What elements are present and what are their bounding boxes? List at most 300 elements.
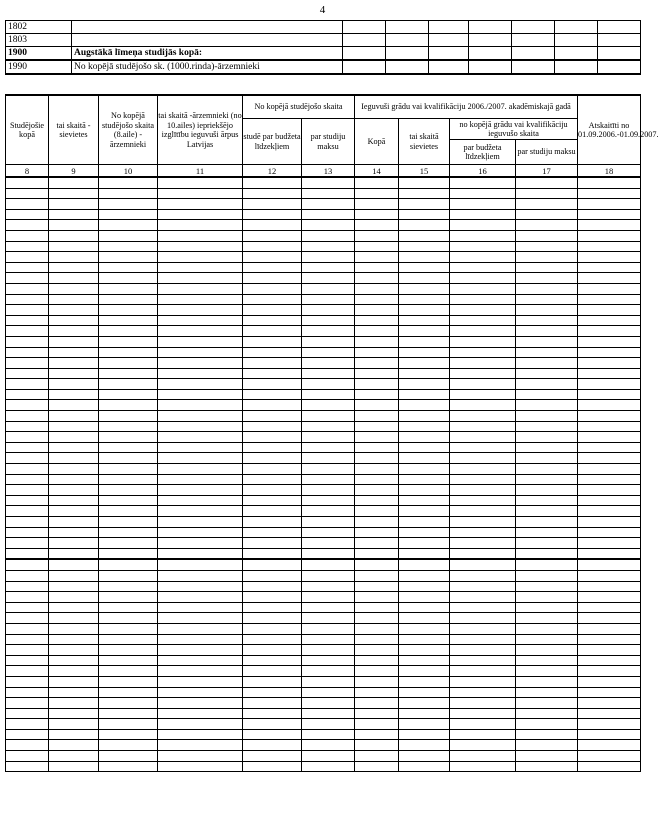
empty-cell[interactable]: [243, 506, 302, 517]
empty-cell[interactable]: [399, 400, 450, 411]
empty-cell[interactable]: [399, 283, 450, 294]
empty-cell[interactable]: [99, 389, 158, 400]
empty-cell[interactable]: [302, 708, 355, 719]
empty-cell[interactable]: [302, 400, 355, 411]
empty-cell[interactable]: [450, 559, 516, 570]
empty-cell[interactable]: [158, 613, 243, 624]
empty-cell[interactable]: [6, 570, 49, 581]
empty-cell[interactable]: [578, 761, 641, 772]
empty-cell[interactable]: [99, 464, 158, 475]
empty-cell[interactable]: [99, 474, 158, 485]
empty-cell[interactable]: [49, 751, 99, 762]
empty-cell[interactable]: [450, 453, 516, 464]
empty-cell[interactable]: [99, 199, 158, 210]
empty-cell[interactable]: [450, 230, 516, 241]
empty-cell[interactable]: [578, 559, 641, 570]
empty-cell[interactable]: [99, 655, 158, 666]
empty-cell[interactable]: [302, 698, 355, 709]
empty-cell[interactable]: [516, 506, 578, 517]
empty-cell[interactable]: [578, 485, 641, 496]
empty-cell[interactable]: [99, 432, 158, 443]
empty-cell[interactable]: [450, 517, 516, 528]
empty-cell[interactable]: [49, 548, 99, 559]
empty-cell[interactable]: [516, 262, 578, 273]
empty-cell[interactable]: [578, 527, 641, 538]
empty-cell[interactable]: [49, 645, 99, 656]
empty-cell[interactable]: [302, 283, 355, 294]
empty-cell[interactable]: [158, 495, 243, 506]
empty-cell[interactable]: [243, 177, 302, 188]
empty-cell[interactable]: [355, 368, 399, 379]
empty-cell[interactable]: [450, 220, 516, 231]
empty-cell[interactable]: [450, 252, 516, 263]
empty-cell[interactable]: [158, 421, 243, 432]
empty-cell[interactable]: [578, 613, 641, 624]
empty-cell[interactable]: [450, 495, 516, 506]
empty-cell[interactable]: [450, 209, 516, 220]
empty-cell[interactable]: [158, 761, 243, 772]
empty-cell[interactable]: [516, 421, 578, 432]
empty-cell[interactable]: [578, 570, 641, 581]
empty-cell[interactable]: [302, 506, 355, 517]
empty-cell[interactable]: [49, 389, 99, 400]
empty-cell[interactable]: [99, 294, 158, 305]
empty-cell[interactable]: [158, 527, 243, 538]
empty-cell[interactable]: [99, 262, 158, 273]
empty-cell[interactable]: [302, 634, 355, 645]
empty-cell[interactable]: [302, 336, 355, 347]
empty-cell[interactable]: [6, 453, 49, 464]
empty-cell[interactable]: [99, 188, 158, 199]
empty-cell[interactable]: [6, 347, 49, 358]
empty-cell[interactable]: [243, 623, 302, 634]
empty-cell[interactable]: [578, 623, 641, 634]
empty-cell[interactable]: [450, 623, 516, 634]
empty-cell[interactable]: [450, 326, 516, 337]
empty-cell[interactable]: [578, 581, 641, 592]
empty-cell[interactable]: [49, 613, 99, 624]
empty-cell[interactable]: [399, 485, 450, 496]
empty-cell[interactable]: [243, 368, 302, 379]
empty-cell[interactable]: [49, 676, 99, 687]
empty-cell[interactable]: [399, 389, 450, 400]
empty-cell[interactable]: [99, 411, 158, 422]
empty-cell[interactable]: [243, 262, 302, 273]
empty-cell[interactable]: [399, 666, 450, 677]
empty-cell[interactable]: [243, 613, 302, 624]
empty-cell[interactable]: [516, 613, 578, 624]
empty-cell[interactable]: [516, 538, 578, 549]
empty-cell[interactable]: [6, 740, 49, 751]
empty-cell[interactable]: [243, 559, 302, 570]
empty-cell[interactable]: [158, 209, 243, 220]
empty-cell[interactable]: [355, 220, 399, 231]
empty-cell[interactable]: [578, 230, 641, 241]
empty-cell[interactable]: [399, 719, 450, 730]
empty-cell[interactable]: [302, 411, 355, 422]
empty-cell[interactable]: [99, 740, 158, 751]
empty-cell[interactable]: [302, 241, 355, 252]
empty-cell[interactable]: [99, 358, 158, 369]
empty-cell[interactable]: [99, 400, 158, 411]
empty-cell[interactable]: [516, 517, 578, 528]
empty-cell[interactable]: [243, 305, 302, 316]
empty-cell[interactable]: [243, 666, 302, 677]
empty-cell[interactable]: [355, 548, 399, 559]
empty-cell[interactable]: [578, 273, 641, 284]
empty-cell[interactable]: [6, 485, 49, 496]
empty-cell[interactable]: [516, 209, 578, 220]
empty-cell[interactable]: [355, 379, 399, 390]
empty-cell[interactable]: [99, 623, 158, 634]
empty-cell[interactable]: [158, 548, 243, 559]
empty-cell[interactable]: [578, 389, 641, 400]
empty-cell[interactable]: [450, 379, 516, 390]
empty-cell[interactable]: [399, 453, 450, 464]
empty-cell[interactable]: [99, 368, 158, 379]
empty-cell[interactable]: [516, 400, 578, 411]
empty-cell[interactable]: [516, 581, 578, 592]
empty-cell[interactable]: [158, 389, 243, 400]
empty-cell[interactable]: [302, 527, 355, 538]
empty-cell[interactable]: [578, 368, 641, 379]
empty-cell[interactable]: [158, 442, 243, 453]
empty-cell[interactable]: [355, 698, 399, 709]
empty-cell[interactable]: [158, 655, 243, 666]
empty-cell[interactable]: [243, 548, 302, 559]
empty-cell[interactable]: [243, 389, 302, 400]
empty-cell[interactable]: [158, 241, 243, 252]
empty-cell[interactable]: [578, 347, 641, 358]
empty-cell[interactable]: [49, 336, 99, 347]
empty-cell[interactable]: [6, 495, 49, 506]
empty-cell[interactable]: [243, 464, 302, 475]
empty-cell[interactable]: [516, 708, 578, 719]
empty-cell[interactable]: [578, 729, 641, 740]
empty-cell[interactable]: [516, 485, 578, 496]
empty-cell[interactable]: [450, 421, 516, 432]
empty-cell[interactable]: [49, 273, 99, 284]
empty-cell[interactable]: [450, 400, 516, 411]
empty-cell[interactable]: [6, 294, 49, 305]
empty-cell[interactable]: [6, 623, 49, 634]
empty-cell[interactable]: [399, 220, 450, 231]
empty-cell[interactable]: [243, 687, 302, 698]
empty-cell[interactable]: [516, 751, 578, 762]
empty-cell[interactable]: [99, 347, 158, 358]
empty-cell[interactable]: [399, 273, 450, 284]
empty-cell[interactable]: [49, 400, 99, 411]
empty-cell[interactable]: [6, 751, 49, 762]
empty-cell[interactable]: [6, 273, 49, 284]
empty-cell[interactable]: [578, 698, 641, 709]
empty-cell[interactable]: [399, 464, 450, 475]
empty-cell[interactable]: [158, 453, 243, 464]
empty-cell[interactable]: [158, 740, 243, 751]
empty-cell[interactable]: [6, 389, 49, 400]
empty-cell[interactable]: [450, 485, 516, 496]
empty-cell[interactable]: [6, 188, 49, 199]
empty-cell[interactable]: [516, 687, 578, 698]
empty-cell[interactable]: [6, 400, 49, 411]
empty-cell[interactable]: [158, 464, 243, 475]
empty-cell[interactable]: [49, 655, 99, 666]
empty-cell[interactable]: [158, 623, 243, 634]
empty-cell[interactable]: [243, 751, 302, 762]
empty-cell[interactable]: [516, 655, 578, 666]
empty-cell[interactable]: [355, 411, 399, 422]
empty-cell[interactable]: [399, 188, 450, 199]
empty-cell[interactable]: [450, 464, 516, 475]
empty-cell[interactable]: [578, 315, 641, 326]
empty-cell[interactable]: [355, 347, 399, 358]
empty-cell[interactable]: [302, 623, 355, 634]
empty-cell[interactable]: [6, 719, 49, 730]
empty-cell[interactable]: [450, 602, 516, 613]
empty-cell[interactable]: [49, 527, 99, 538]
empty-cell[interactable]: [6, 442, 49, 453]
empty-cell[interactable]: [399, 613, 450, 624]
empty-cell[interactable]: [450, 751, 516, 762]
empty-cell[interactable]: [302, 751, 355, 762]
empty-cell[interactable]: [355, 273, 399, 284]
empty-cell[interactable]: [158, 358, 243, 369]
empty-cell[interactable]: [399, 411, 450, 422]
empty-cell[interactable]: [99, 761, 158, 772]
empty-cell[interactable]: [243, 729, 302, 740]
empty-cell[interactable]: [49, 581, 99, 592]
empty-cell[interactable]: [6, 326, 49, 337]
empty-cell[interactable]: [6, 655, 49, 666]
empty-cell[interactable]: [302, 613, 355, 624]
empty-cell[interactable]: [450, 199, 516, 210]
empty-cell[interactable]: [158, 336, 243, 347]
empty-cell[interactable]: [578, 432, 641, 443]
empty-cell[interactable]: [49, 442, 99, 453]
empty-cell[interactable]: [578, 442, 641, 453]
empty-cell[interactable]: [302, 676, 355, 687]
empty-cell[interactable]: [399, 602, 450, 613]
empty-cell[interactable]: [243, 294, 302, 305]
empty-cell[interactable]: [243, 485, 302, 496]
empty-cell[interactable]: [450, 655, 516, 666]
empty-cell[interactable]: [302, 464, 355, 475]
empty-cell[interactable]: [399, 655, 450, 666]
empty-cell[interactable]: [302, 326, 355, 337]
empty-cell[interactable]: [578, 495, 641, 506]
empty-cell[interactable]: [355, 506, 399, 517]
empty-cell[interactable]: [399, 442, 450, 453]
empty-cell[interactable]: [243, 634, 302, 645]
empty-cell[interactable]: [6, 421, 49, 432]
empty-cell[interactable]: [399, 209, 450, 220]
empty-cell[interactable]: [158, 751, 243, 762]
empty-cell[interactable]: [516, 623, 578, 634]
empty-cell[interactable]: [243, 400, 302, 411]
empty-cell[interactable]: [450, 411, 516, 422]
empty-cell[interactable]: [516, 273, 578, 284]
empty-cell[interactable]: [302, 347, 355, 358]
empty-cell[interactable]: [243, 283, 302, 294]
empty-cell[interactable]: [516, 761, 578, 772]
empty-cell[interactable]: [6, 676, 49, 687]
empty-cell[interactable]: [6, 613, 49, 624]
empty-cell[interactable]: [578, 602, 641, 613]
empty-cell[interactable]: [399, 581, 450, 592]
empty-cell[interactable]: [450, 719, 516, 730]
empty-cell[interactable]: [6, 592, 49, 603]
empty-cell[interactable]: [302, 368, 355, 379]
empty-cell[interactable]: [355, 666, 399, 677]
empty-cell[interactable]: [578, 453, 641, 464]
empty-cell[interactable]: [243, 581, 302, 592]
empty-cell[interactable]: [302, 188, 355, 199]
empty-cell[interactable]: [355, 602, 399, 613]
empty-cell[interactable]: [302, 538, 355, 549]
empty-cell[interactable]: [6, 230, 49, 241]
empty-cell[interactable]: [158, 220, 243, 231]
empty-cell[interactable]: [578, 411, 641, 422]
empty-cell[interactable]: [49, 602, 99, 613]
empty-cell[interactable]: [6, 209, 49, 220]
empty-cell[interactable]: [399, 379, 450, 390]
empty-cell[interactable]: [6, 517, 49, 528]
empty-cell[interactable]: [49, 358, 99, 369]
empty-cell[interactable]: [158, 592, 243, 603]
empty-cell[interactable]: [355, 655, 399, 666]
empty-cell[interactable]: [158, 400, 243, 411]
empty-cell[interactable]: [355, 358, 399, 369]
empty-cell[interactable]: [516, 432, 578, 443]
empty-cell[interactable]: [49, 177, 99, 188]
empty-cell[interactable]: [302, 645, 355, 656]
empty-cell[interactable]: [302, 305, 355, 316]
empty-cell[interactable]: [516, 495, 578, 506]
empty-cell[interactable]: [243, 495, 302, 506]
empty-cell[interactable]: [99, 177, 158, 188]
empty-cell[interactable]: [399, 623, 450, 634]
empty-cell[interactable]: [399, 751, 450, 762]
empty-cell[interactable]: [399, 177, 450, 188]
empty-cell[interactable]: [99, 676, 158, 687]
empty-cell[interactable]: [516, 358, 578, 369]
empty-cell[interactable]: [49, 315, 99, 326]
empty-cell[interactable]: [158, 326, 243, 337]
empty-cell[interactable]: [99, 687, 158, 698]
empty-cell[interactable]: [578, 676, 641, 687]
empty-cell[interactable]: [99, 698, 158, 709]
empty-cell[interactable]: [158, 305, 243, 316]
empty-cell[interactable]: [158, 687, 243, 698]
empty-cell[interactable]: [49, 241, 99, 252]
empty-cell[interactable]: [243, 592, 302, 603]
empty-cell[interactable]: [6, 548, 49, 559]
empty-cell[interactable]: [450, 368, 516, 379]
empty-cell[interactable]: [243, 273, 302, 284]
empty-cell[interactable]: [158, 347, 243, 358]
empty-cell[interactable]: [243, 326, 302, 337]
empty-cell[interactable]: [355, 708, 399, 719]
empty-cell[interactable]: [450, 273, 516, 284]
empty-cell[interactable]: [399, 305, 450, 316]
empty-cell[interactable]: [302, 230, 355, 241]
empty-cell[interactable]: [450, 581, 516, 592]
empty-cell[interactable]: [516, 719, 578, 730]
empty-cell[interactable]: [355, 442, 399, 453]
empty-cell[interactable]: [399, 527, 450, 538]
empty-cell[interactable]: [578, 506, 641, 517]
empty-cell[interactable]: [355, 485, 399, 496]
empty-cell[interactable]: [243, 241, 302, 252]
empty-cell[interactable]: [99, 442, 158, 453]
empty-cell[interactable]: [578, 634, 641, 645]
empty-cell[interactable]: [355, 729, 399, 740]
empty-cell[interactable]: [99, 283, 158, 294]
empty-cell[interactable]: [355, 687, 399, 698]
empty-cell[interactable]: [158, 379, 243, 390]
empty-cell[interactable]: [302, 453, 355, 464]
empty-cell[interactable]: [243, 209, 302, 220]
empty-cell[interactable]: [578, 283, 641, 294]
empty-cell[interactable]: [399, 241, 450, 252]
empty-cell[interactable]: [578, 687, 641, 698]
empty-cell[interactable]: [6, 464, 49, 475]
empty-cell[interactable]: [355, 421, 399, 432]
empty-cell[interactable]: [302, 559, 355, 570]
empty-cell[interactable]: [355, 634, 399, 645]
empty-cell[interactable]: [302, 592, 355, 603]
empty-cell[interactable]: [158, 474, 243, 485]
empty-cell[interactable]: [158, 411, 243, 422]
empty-cell[interactable]: [355, 432, 399, 443]
empty-cell[interactable]: [355, 209, 399, 220]
empty-cell[interactable]: [49, 740, 99, 751]
empty-cell[interactable]: [49, 209, 99, 220]
empty-cell[interactable]: [302, 432, 355, 443]
empty-cell[interactable]: [516, 464, 578, 475]
empty-cell[interactable]: [99, 315, 158, 326]
empty-cell[interactable]: [158, 634, 243, 645]
empty-cell[interactable]: [399, 538, 450, 549]
empty-cell[interactable]: [399, 230, 450, 241]
empty-cell[interactable]: [158, 719, 243, 730]
empty-cell[interactable]: [578, 538, 641, 549]
empty-cell[interactable]: [399, 368, 450, 379]
empty-cell[interactable]: [49, 729, 99, 740]
empty-cell[interactable]: [99, 729, 158, 740]
empty-cell[interactable]: [450, 538, 516, 549]
empty-cell[interactable]: [49, 559, 99, 570]
empty-cell[interactable]: [302, 495, 355, 506]
empty-cell[interactable]: [578, 464, 641, 475]
empty-cell[interactable]: [302, 602, 355, 613]
empty-cell[interactable]: [450, 645, 516, 656]
empty-cell[interactable]: [355, 315, 399, 326]
empty-cell[interactable]: [578, 358, 641, 369]
empty-cell[interactable]: [99, 708, 158, 719]
empty-cell[interactable]: [516, 220, 578, 231]
empty-cell[interactable]: [355, 751, 399, 762]
empty-cell[interactable]: [49, 379, 99, 390]
empty-cell[interactable]: [243, 602, 302, 613]
empty-cell[interactable]: [355, 188, 399, 199]
empty-cell[interactable]: [578, 294, 641, 305]
empty-cell[interactable]: [302, 358, 355, 369]
empty-cell[interactable]: [99, 305, 158, 316]
empty-cell[interactable]: [158, 188, 243, 199]
empty-cell[interactable]: [399, 708, 450, 719]
empty-cell[interactable]: [49, 368, 99, 379]
